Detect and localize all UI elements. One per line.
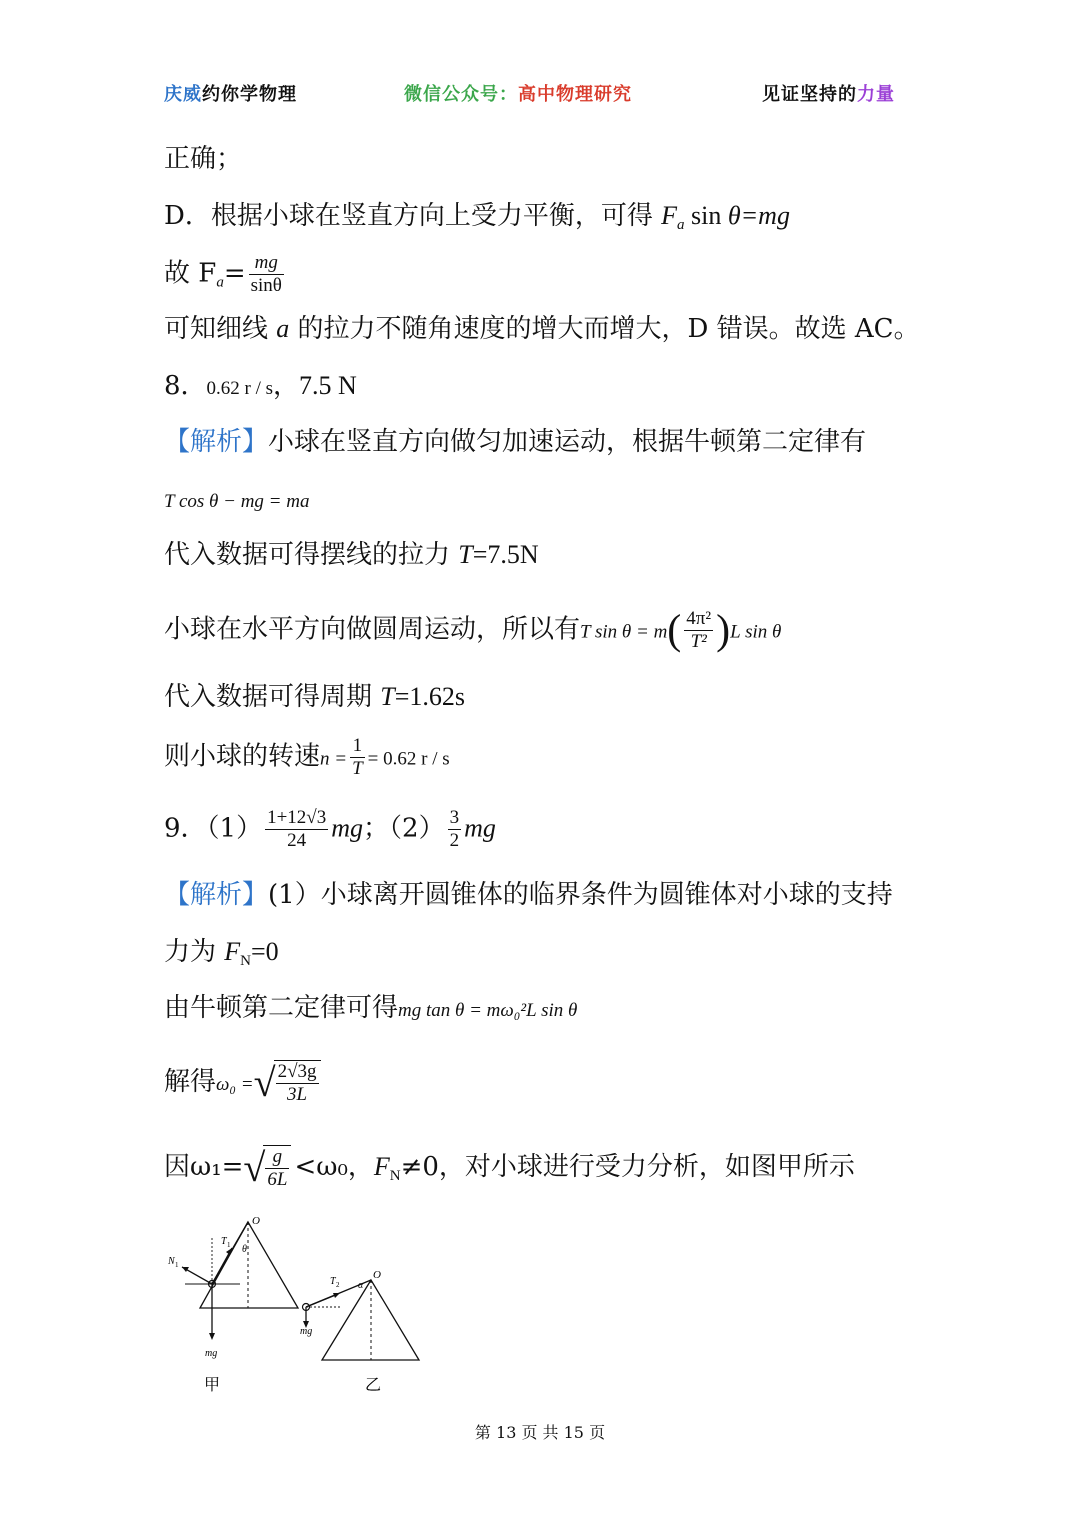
- label-alpha: α: [358, 1280, 364, 1291]
- line-11-den: T: [352, 758, 363, 779]
- line-14-val: =0: [251, 937, 279, 966]
- line-17-f: F: [373, 1152, 390, 1181]
- line-16-text: 解得: [164, 1067, 217, 1097]
- line-9-eq: T sin θ = m: [580, 621, 668, 643]
- label-t1: T: [221, 1236, 227, 1247]
- line-13: [164, 878, 893, 912]
- label-n1-sub: 1: [175, 1261, 179, 1269]
- line-4-text-a: 可知细线: [164, 314, 277, 344]
- line-9-tail: L sin θ: [730, 621, 782, 643]
- line-13-text: (1）小球离开圆锥体的临界条件为圆锥体对小球的支持: [268, 880, 893, 910]
- line-17-rest: ≠0，对小球进行受力分析，如图甲所示: [400, 1152, 855, 1182]
- line-2-sub: a: [677, 217, 685, 233]
- line-13-tag: 【解析】: [164, 880, 269, 910]
- line-9-den: T²: [690, 631, 707, 652]
- normal-1-arrowhead: [182, 1267, 189, 1272]
- line-17-fraction: [263, 1145, 291, 1191]
- header-center: [404, 80, 632, 106]
- line-12: [164, 807, 496, 852]
- line-1-text: 正确；: [164, 144, 243, 174]
- label-theta: θ: [242, 1244, 247, 1255]
- line-12-num: 9．（1）: [164, 813, 263, 844]
- gravity-1-arrowhead: [209, 1333, 215, 1340]
- header-right-a: 见证坚持的: [762, 84, 857, 105]
- line-17-text: 因ω₁=: [164, 1152, 244, 1182]
- line-8-t: T: [458, 540, 473, 569]
- line-9-fraction: [684, 608, 713, 653]
- line-17-root: √: [243, 1145, 266, 1190]
- line-4-text-b: 的拉力不随角速度的增大而增大，D 错误。故选 AC。: [289, 314, 920, 344]
- line-4: [164, 312, 920, 346]
- tension-2-arrowhead: [333, 1293, 340, 1298]
- line-12-den1: 24: [287, 830, 307, 851]
- line-11-num: 1: [350, 735, 365, 758]
- tension-2-vector: [306, 1294, 338, 1307]
- line-10-text: 代入数据可得周期: [164, 682, 381, 712]
- line-17-sub: N: [389, 1168, 401, 1184]
- line-8-val: =7.5N: [472, 540, 539, 569]
- line-15-text: 由牛顿第二定律可得: [164, 993, 399, 1023]
- line-9-num: 4π²: [686, 608, 712, 629]
- cone-1: [200, 1222, 298, 1308]
- page-footer: 第 13 页 共 15 页: [474, 1423, 606, 1442]
- line-9-rparen: ): [716, 607, 731, 654]
- line-9-lparen: (: [667, 607, 682, 654]
- line-16-root: √: [253, 1060, 276, 1105]
- label-mg1: mg: [205, 1348, 218, 1359]
- line-12-mg1: mg: [331, 813, 364, 843]
- line-7: [164, 482, 309, 519]
- line-7-eq: T cos θ − mg = ma: [164, 491, 310, 512]
- line-3: [164, 252, 287, 300]
- header-right: [762, 80, 895, 106]
- line-16: [164, 1060, 324, 1106]
- line-11-val: = 0.62 r / s: [367, 748, 450, 770]
- line-6-text: 小球在竖直方向做匀加速运动，根据牛顿第二定律有: [268, 427, 867, 457]
- line-12-num2: 3: [449, 807, 460, 828]
- header-left-a: 庆威: [164, 84, 202, 105]
- line-2-f: F: [661, 201, 678, 230]
- line-6: [164, 425, 866, 459]
- line-1: [164, 142, 242, 176]
- line-14-f: F: [224, 937, 241, 966]
- line-11: [164, 735, 450, 780]
- line-12-fraction-1: [265, 807, 328, 852]
- label-t2-sub: 2: [336, 1281, 340, 1289]
- line-15-eq: mg tan θ = mω₀²L sin θ: [398, 1000, 578, 1021]
- line-2-eq: θ=mg: [727, 201, 790, 230]
- line-2-text: D．根据小球在竖直方向上受力平衡，可得: [164, 201, 662, 231]
- line-14-sub: N: [240, 953, 251, 969]
- label-o2: O: [373, 1269, 381, 1281]
- line-16-omega: ω₀ =: [216, 1074, 254, 1095]
- line-5-force: ，7.5 N: [273, 371, 357, 400]
- line-12-num1: 1+12√3: [267, 807, 327, 828]
- line-4-a: a: [276, 314, 290, 343]
- line-2: [164, 199, 790, 242]
- label-t2: T: [330, 1276, 336, 1287]
- line-5-num: 8．: [164, 371, 207, 401]
- label-o1: O: [252, 1215, 260, 1227]
- header-left: [164, 80, 297, 106]
- header-left-b: 约你学物理: [202, 84, 297, 105]
- line-16-num: 2√3g: [277, 1061, 317, 1082]
- line-3-den: sinθ: [250, 275, 282, 296]
- label-mg2: mg: [300, 1326, 313, 1337]
- line-8: [164, 538, 539, 572]
- line-3-sub: a: [216, 274, 224, 291]
- line-10-val: =1.62s: [394, 682, 466, 711]
- line-14-text: 力为: [164, 937, 225, 967]
- line-3-num: mg: [249, 252, 284, 275]
- header-center-b: 高中物理研究: [518, 84, 632, 105]
- line-10: [164, 680, 465, 714]
- label-n1: N: [168, 1256, 175, 1267]
- line-12-mg2: mg: [464, 813, 496, 843]
- line-6-tag: 【解析】: [164, 427, 269, 457]
- line-17-den: 6L: [267, 1169, 288, 1190]
- line-9: [164, 608, 781, 653]
- line-11-text: 则小球的转速: [164, 741, 321, 772]
- line-3-eq: =: [223, 258, 246, 289]
- line-16-fraction: [274, 1060, 321, 1106]
- line-17-num: g: [265, 1146, 289, 1169]
- caption-2: 乙: [365, 1375, 382, 1394]
- line-12-fraction-2: [448, 807, 462, 852]
- line-17-lt: <ω₀，: [294, 1152, 374, 1182]
- line-15: [164, 991, 577, 1028]
- line-16-den: 3L: [286, 1084, 308, 1105]
- line-17: [164, 1145, 855, 1193]
- line-3-text: 故 F: [164, 258, 217, 289]
- line-2-sin: sin: [684, 201, 728, 230]
- line-12-den2: 2: [449, 830, 460, 851]
- line-11-fraction: [350, 735, 365, 780]
- line-3-fraction: [249, 252, 284, 297]
- line-5-rate: 0.62 r / s: [206, 378, 274, 399]
- line-9-text: 小球在水平方向做圆周运动，所以有: [164, 614, 581, 645]
- line-11-n: n =: [320, 748, 348, 770]
- caption-1: 甲: [204, 1375, 221, 1394]
- header-center-a: 微信公众号：: [404, 84, 518, 105]
- label-t1-sub: 1: [227, 1241, 231, 1249]
- line-10-t: T: [380, 682, 395, 711]
- line-5: [164, 369, 357, 406]
- line-8-text: 代入数据可得摆线的拉力: [164, 540, 459, 570]
- line-14: [164, 935, 279, 978]
- header-right-b: 力量: [857, 84, 895, 105]
- force-diagram: [160, 1210, 440, 1410]
- line-12-sep: ；（2）: [363, 813, 445, 844]
